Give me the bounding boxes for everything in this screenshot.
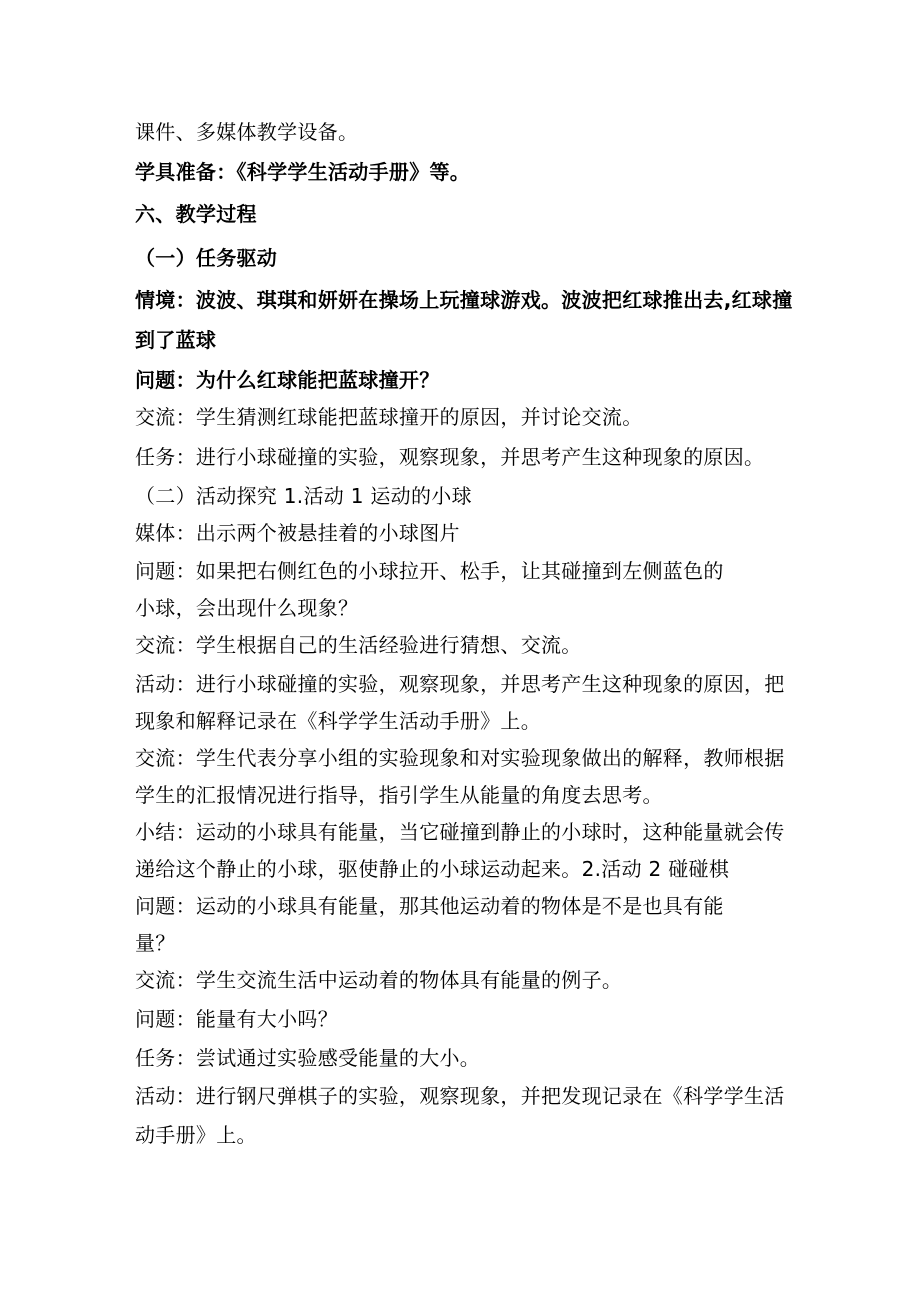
subsection-heading: （一）任务驱动 <box>135 246 278 270</box>
subsection-heading: （二）活动探究 1.活动 1 运动的小球 <box>135 484 472 508</box>
text-line: 活动：进行小球碰撞的实验，观察现象，并思考产生这种现象的原因，把 <box>135 672 785 696</box>
text-line: 问题：如果把右侧红色的小球拉开、松手，让其碰撞到左侧蓝色的 <box>135 559 724 583</box>
text-line: 问题：能量有大小吗？ <box>135 1007 338 1031</box>
text-line: 活动：进行钢尺弹棋子的实验，观察现象，并把发现记录在《科学学生活 <box>135 1084 785 1108</box>
section-heading: 六、教学过程 <box>135 202 257 226</box>
text-line: 小球，会出现什么现象？ <box>135 596 359 620</box>
text-line: 学生的汇报情况进行指导，指引学生从能量的角度去思考。 <box>135 783 663 807</box>
text-line: 学具准备：《科学学生活动手册》等。 <box>135 160 471 184</box>
text-line: 动手册》上。 <box>135 1123 257 1147</box>
text-line: 到了蓝球 <box>135 328 217 352</box>
text-line: 递给这个静止的小球，驱使静止的小球运动起来。2.活动 2 碰碰棋 <box>135 857 730 881</box>
text-line: 任务：尝试通过实验感受能量的大小。 <box>135 1046 481 1070</box>
text-line: 问题：为什么红球能把蓝球撞开？ <box>135 368 440 392</box>
text-line: 问题：运动的小球具有能量，那其他运动着的物体是不是也具有能 <box>135 894 724 918</box>
text-line: 现象和解释记录在《科学学生活动手册》上。 <box>135 709 541 733</box>
text-line: 媒体：出示两个被悬挂着的小球图片 <box>135 521 460 545</box>
text-line: 课件、多媒体教学设备。 <box>135 120 359 144</box>
text-line: 交流：学生交流生活中运动着的物体具有能量的例子。 <box>135 968 623 992</box>
text-line: 交流：学生代表分享小组的实验现象和对实验现象做出的解释，教师根据 <box>135 746 785 770</box>
text-line: 交流：学生猜测红球能把蓝球撞开的原因，并讨论交流。 <box>135 405 643 429</box>
text-line: 小结：运动的小球具有能量，当它碰撞到静止的小球时，这种能量就会传 <box>135 820 785 844</box>
text-line: 量？ <box>135 931 176 955</box>
text-line: 交流：学生根据自己的生活经验进行猜想、交流。 <box>135 633 582 657</box>
text-line: 任务：进行小球碰撞的实验，观察现象，并思考产生这种现象的原因。 <box>135 445 765 469</box>
text-line: 情境：波波、琪琪和妍妍在操场上玩撞球游戏。波波把红球推出去,红球撞 <box>135 288 793 312</box>
